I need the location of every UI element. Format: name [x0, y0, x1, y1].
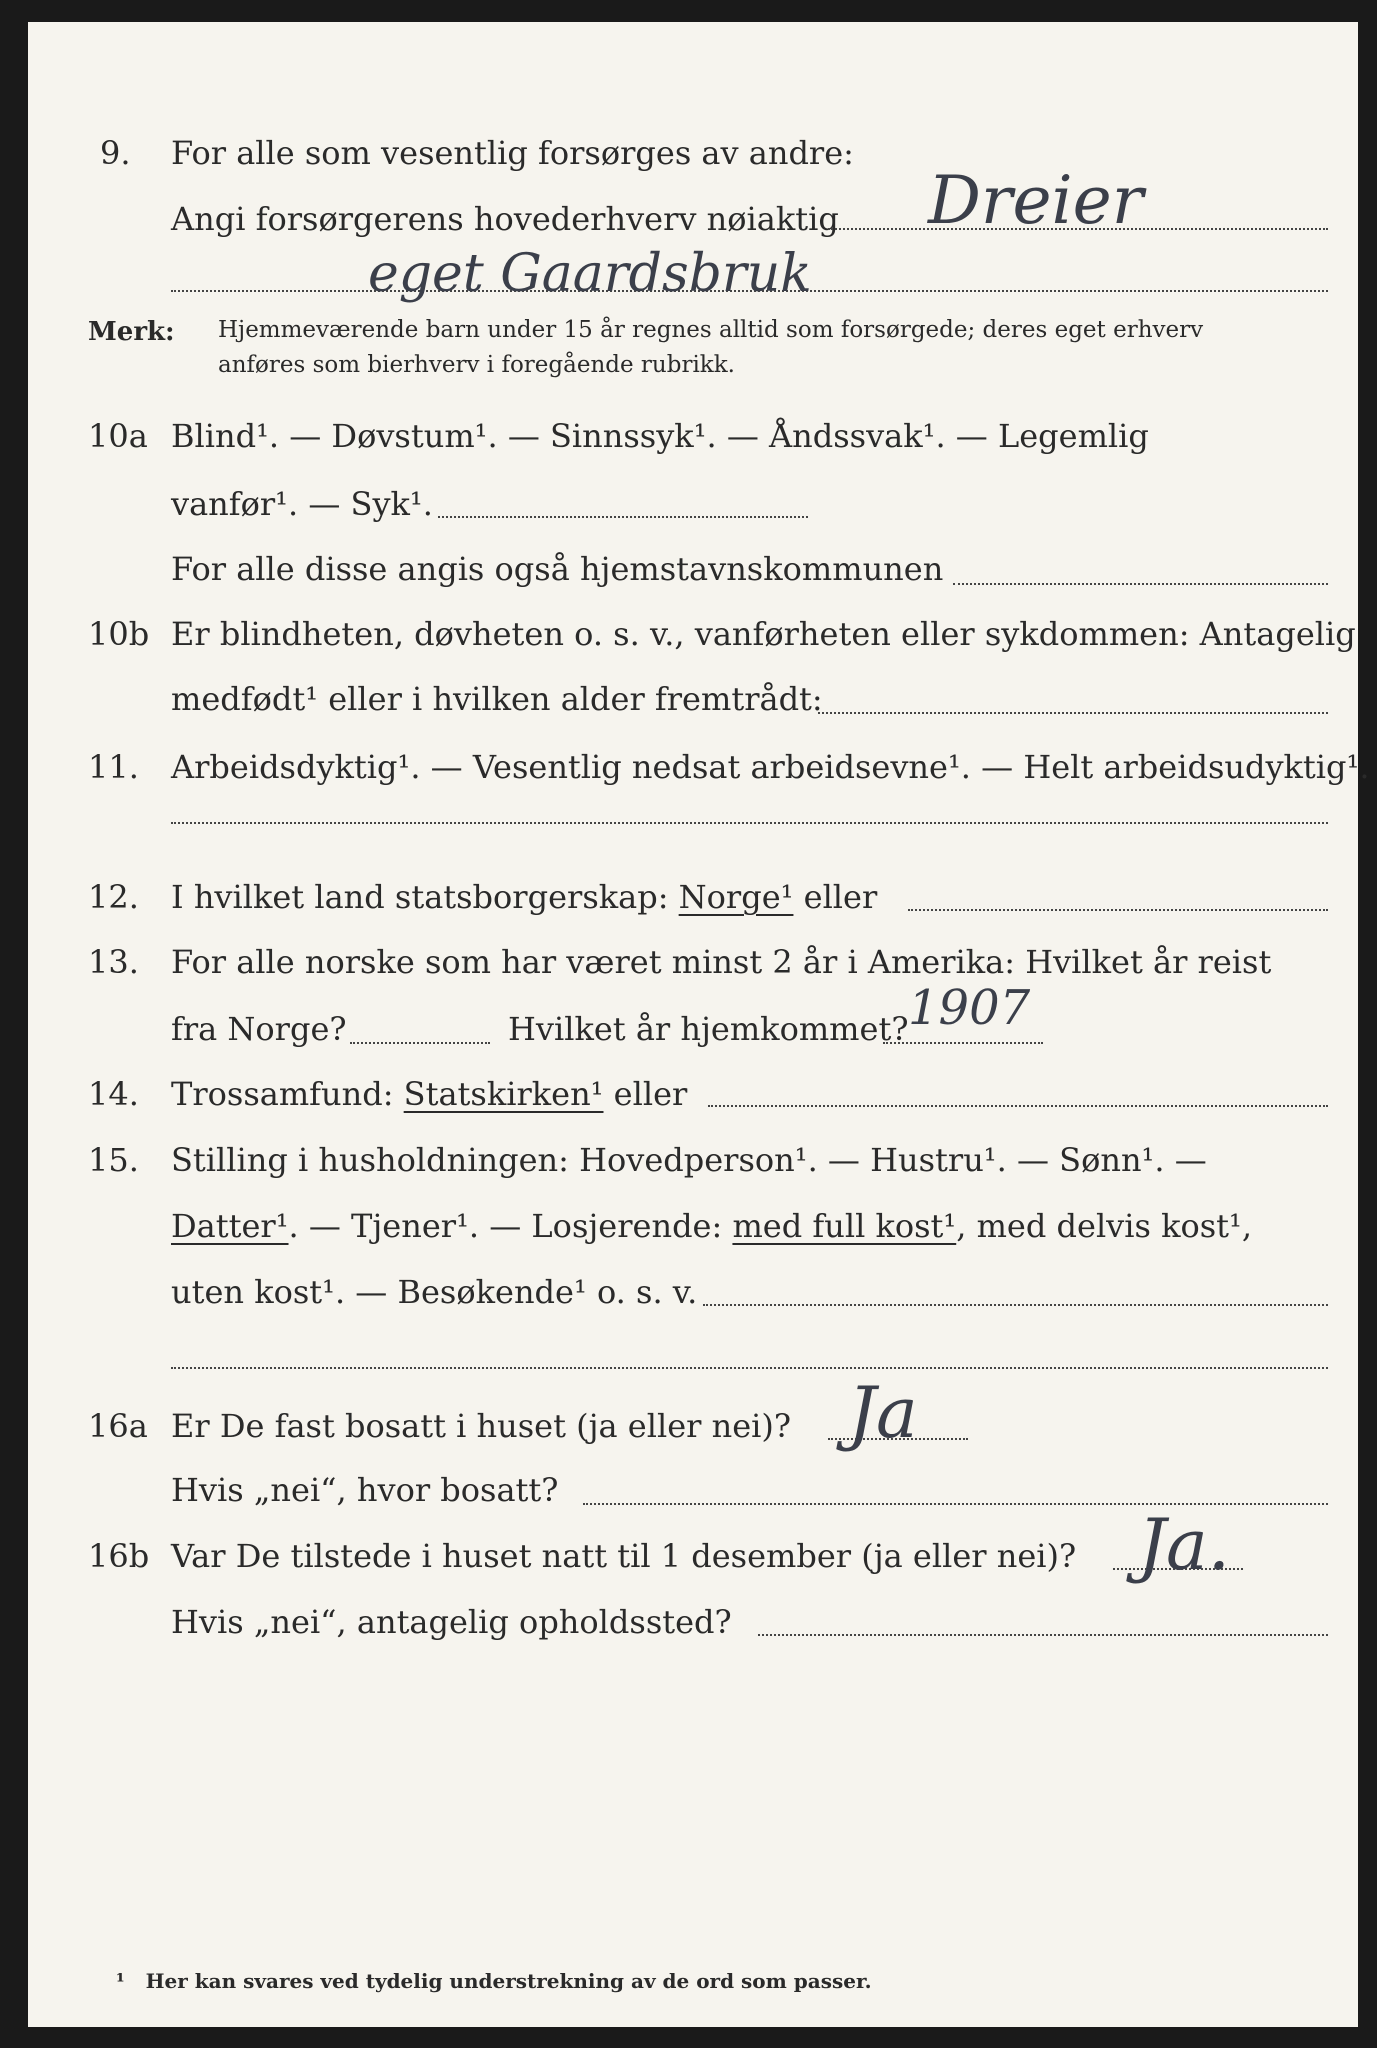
q16b-line1: Var De tilstede i huset natt til 1 desember (ja eller nei)?: [171, 1537, 1077, 1575]
q12-number: 12.: [88, 878, 139, 916]
q13-answer-line2[interactable]: [883, 1042, 1043, 1044]
q16b-line2: Hvis „nei“, antagelig opholdssted?: [171, 1603, 732, 1641]
merk-line1: Hjemmeværende barn under 15 år regnes alltid som forsørgede; deres eget erhverv: [218, 317, 1204, 343]
q14-text: Trossamfund:: [171, 1075, 394, 1113]
footnote-text: Her kan svares ved tydelig understrekning av de ord som passer.: [145, 1969, 872, 1993]
q10b-answer-line[interactable]: [818, 712, 1328, 714]
merk-label: Merk:: [88, 317, 175, 347]
q9-line2: Angi forsørgerens hovederhverv nøiaktig: [171, 200, 839, 238]
q10a-line2: vanfør¹. — Syk¹.: [171, 485, 433, 523]
q12-text-eller: eller: [803, 878, 878, 916]
q11-answer-line[interactable]: [171, 822, 1328, 824]
q16a-line2: Hvis „nei“, hvor bosatt?: [171, 1471, 559, 1509]
q12-answer-line[interactable]: [908, 909, 1328, 911]
q13-handwritten-answer: 1907: [908, 980, 1031, 1036]
q9-number: 9.: [100, 134, 131, 172]
q15-number: 15.: [88, 1141, 139, 1179]
q16b-number: 16b: [88, 1537, 150, 1575]
q14-line: [171, 1074, 687, 1114]
q10a-answer-line1[interactable]: [438, 516, 808, 518]
q9-line1: For alle som vesentlig forsørges av andre:: [171, 134, 854, 172]
q14-number: 14.: [88, 1075, 139, 1113]
q15-text-a: . — Tjener¹. — Losjerende:: [288, 1207, 723, 1245]
q15-line2: [171, 1206, 1252, 1246]
q14-text-eller: eller: [613, 1075, 688, 1113]
q10a-answer-line2[interactable]: [953, 583, 1328, 585]
q15-option-datter[interactable]: Datter¹: [171, 1207, 289, 1245]
q11-line1: Arbeidsdyktig¹. — Vesentlig nedsat arbeidsevne¹. — Helt arbeidsudyktig¹.: [171, 748, 1370, 786]
q15-line1: Stilling i husholdningen: Hovedperson¹. — Hustru¹. — Sønn¹. —: [171, 1141, 1207, 1179]
census-form-page: [28, 22, 1370, 2027]
q9-handwritten-answer2: eget Gaardsbruk: [368, 244, 812, 304]
q10b-line1: Er blindheten, døvheten o. s. v., vanførheten eller sykdommen: Antagelig: [171, 615, 1356, 653]
q16b-handwritten-answer: Ja.: [1138, 1504, 1231, 1586]
q10a-line1: Blind¹. — Døvstum¹. — Sinnssyk¹. — Åndssvak¹. — Legemlig: [171, 417, 1149, 455]
q15-option-full-kost[interactable]: med full kost¹: [732, 1207, 957, 1245]
q10a-number: 10a: [88, 417, 148, 455]
q14-answer-line[interactable]: [708, 1105, 1328, 1107]
q11-number: 11.: [88, 748, 139, 786]
q12-line: [171, 877, 877, 917]
q10b-line2: medfødt¹ eller i hvilken alder fremtrådt:: [171, 680, 823, 718]
q13-line2b: Hvilket år hjemkommet?: [508, 1010, 909, 1048]
q16a-handwritten-answer: Ja: [848, 1372, 918, 1454]
q14-option-statskirken[interactable]: Statskirken¹: [403, 1075, 604, 1113]
q13-line2a: fra Norge?: [171, 1010, 347, 1048]
q10b-number: 10b: [88, 615, 150, 653]
q10a-line3: For alle disse angis også hjemstavnskommunen: [171, 550, 944, 588]
merk-line2: anføres som bierhverv i foregående rubrikk.: [218, 352, 735, 378]
footnote-mark: ¹: [116, 1969, 125, 1993]
q12-option-norge[interactable]: Norge¹: [678, 878, 794, 916]
q13-number: 13.: [88, 943, 139, 981]
q16a-number: 16a: [88, 1407, 148, 1445]
q16a-line1: Er De fast bosatt i huset (ja eller nei)?: [171, 1407, 792, 1445]
q16b-answer-line2[interactable]: [758, 1634, 1328, 1636]
q15-text-b: , med delvis kost¹,: [956, 1207, 1253, 1245]
q13-line1: For alle norske som har været minst 2 år i Amerika: Hvilket år reist: [171, 943, 1272, 981]
q13-answer-line1[interactable]: [350, 1042, 490, 1044]
q15-answer-line2[interactable]: [171, 1367, 1328, 1369]
q12-text: I hvilket land statsborgerskap:: [171, 878, 669, 916]
q9-handwritten-answer1: Dreier: [928, 162, 1144, 239]
footnote: [116, 1969, 872, 1993]
q15-answer-line1[interactable]: [703, 1304, 1328, 1306]
q15-line3: uten kost¹. — Besøkende¹ o. s. v.: [171, 1273, 698, 1311]
